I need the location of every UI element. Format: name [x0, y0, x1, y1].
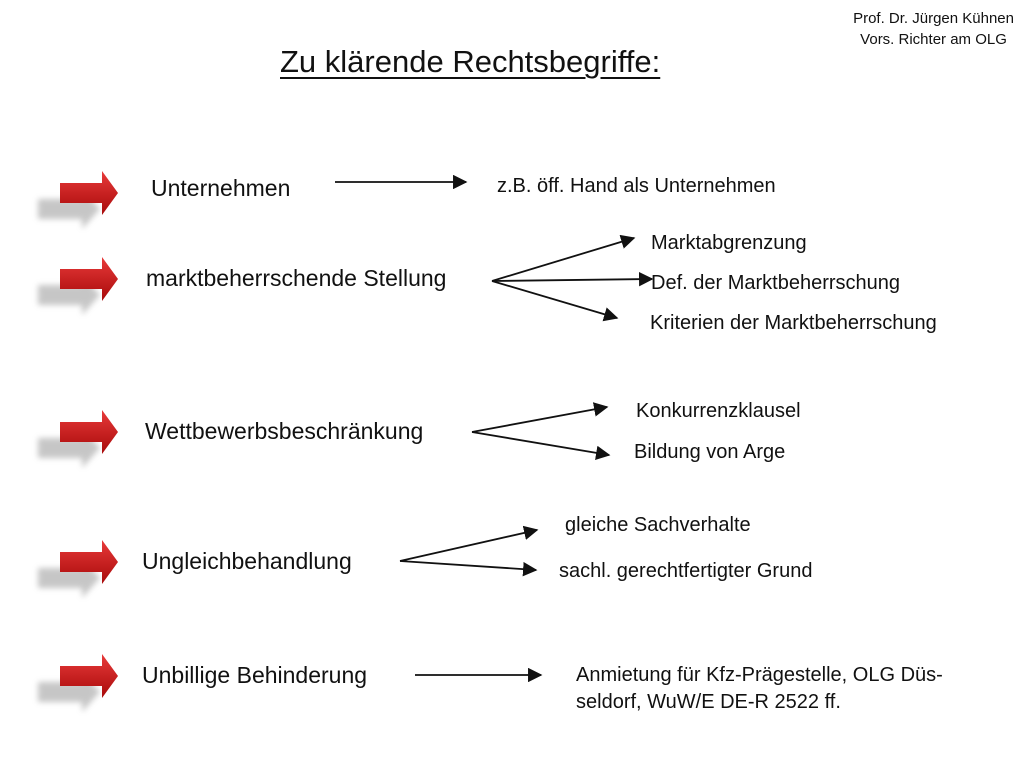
term-marktbeherrschende-stellung: marktbeherrschende Stellung [146, 265, 447, 291]
detail-gleiche-sachverhalte: gleiche Sachverhalte [565, 514, 751, 536]
arrow-sachl-grund [400, 561, 536, 570]
arrow-gleiche-sachverhalte [400, 530, 537, 561]
author-position: Vors. Richter am OLG [860, 31, 1007, 48]
slide-title: Zu klärende Rechtsbegriffe: [280, 44, 661, 79]
detail-anmietung: Anmietung für Kfz-Prägestelle, OLG Düs-seldorf, WuW/E DE-R 2522 ff. [576, 664, 943, 713]
author-name: Prof. Dr. Jürgen Kühnen [853, 10, 1014, 27]
detail-oeff-hand: z.B. öff. Hand als Unternehmen [497, 175, 776, 197]
arrow-def-marktbeherrschung [492, 279, 652, 281]
detail-konkurrenzklausel: Konkurrenzklausel [636, 400, 801, 422]
arrow-kriterien [492, 281, 617, 318]
term-wettbewerbsbeschraenkung: Wettbewerbsbeschränkung [145, 418, 424, 444]
detail-kriterien: Kriterien der Marktbeherrschung [650, 312, 937, 334]
term-unternehmen: Unternehmen [151, 175, 291, 201]
term-ungleichbehandlung: Ungleichbehandlung [142, 548, 352, 574]
detail-sachl-grund: sachl. gerechtfertigter Grund [559, 560, 813, 582]
arrow-bildung-arge [472, 432, 609, 455]
detail-marktabgrenzung: Marktabgrenzung [651, 232, 807, 254]
detail-def-marktbeherrschung: Def. der Marktbeherrschung [651, 272, 901, 294]
detail-bildung-arge: Bildung von Arge [634, 441, 786, 463]
term-unbillige-behinderung: Unbillige Behinderung [142, 662, 368, 688]
arrow-marktabgrenzung [492, 238, 634, 281]
arrow-konkurrenzklausel [472, 407, 607, 432]
